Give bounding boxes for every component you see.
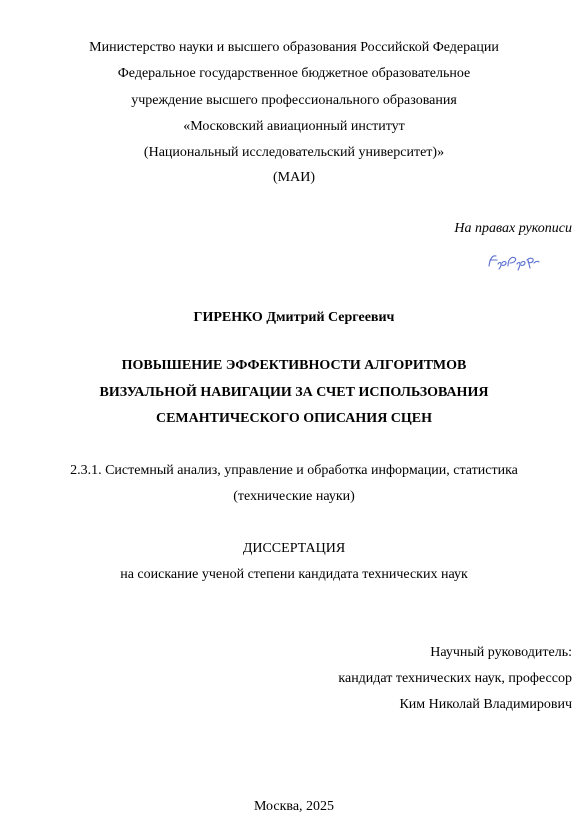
ministry-line: Министерство науки и высшего образования Российской Федерации [89,40,499,55]
author-name [0,311,588,325]
author-surname: ГИРЕНКО [193,310,263,325]
specialty-field-line: (технические науки) [233,489,355,504]
institution-abbreviation: (МАИ) [273,170,315,185]
institution-type-line-2: учреждение высшего профессионального образования [131,93,457,108]
supervisor-heading: Научный руководитель: [430,645,572,660]
institution-status-line: (Национальный исследовательский университет)» [143,145,445,160]
city-year: Москва, 2025 [253,799,335,814]
dissertation-title-line-3: СЕМАНТИЧЕСКОГО ОПИСАНИЯ СЦЕН [155,411,433,426]
dissertation-title-line-2: ВИЗУАЛЬНОЙ НАВИГАЦИИ ЗА СЧЕТ ИСПОЛЬЗОВАНИЯ [99,385,489,400]
specialty-code-line: 2.3.1. Системный анализ, управление и обработка информации, статистика [70,463,518,478]
institution-type-line: Федеральное государственное бюджетное образовательное [117,66,471,81]
author-given-names: Дмитрий Сергеевич [266,310,395,325]
supervisor-name: Ким Николай Владимирович [399,697,572,712]
manuscript-note: На правах рукописи [454,221,572,236]
dissertation-title-line-1: ПОВЫШЕНИЕ ЭФФЕКТИВНОСТИ АЛГОРИТМОВ [121,358,467,373]
institution-name-line: «Московский авиационный институт [183,119,405,134]
document-type-label: ДИССЕРТАЦИЯ [242,541,346,556]
handwritten-signature [486,250,546,272]
supervisor-degree: кандидат технических наук, профессор [338,671,572,686]
degree-purpose-line: на соискание ученой степени кандидата технических наук [120,567,468,582]
